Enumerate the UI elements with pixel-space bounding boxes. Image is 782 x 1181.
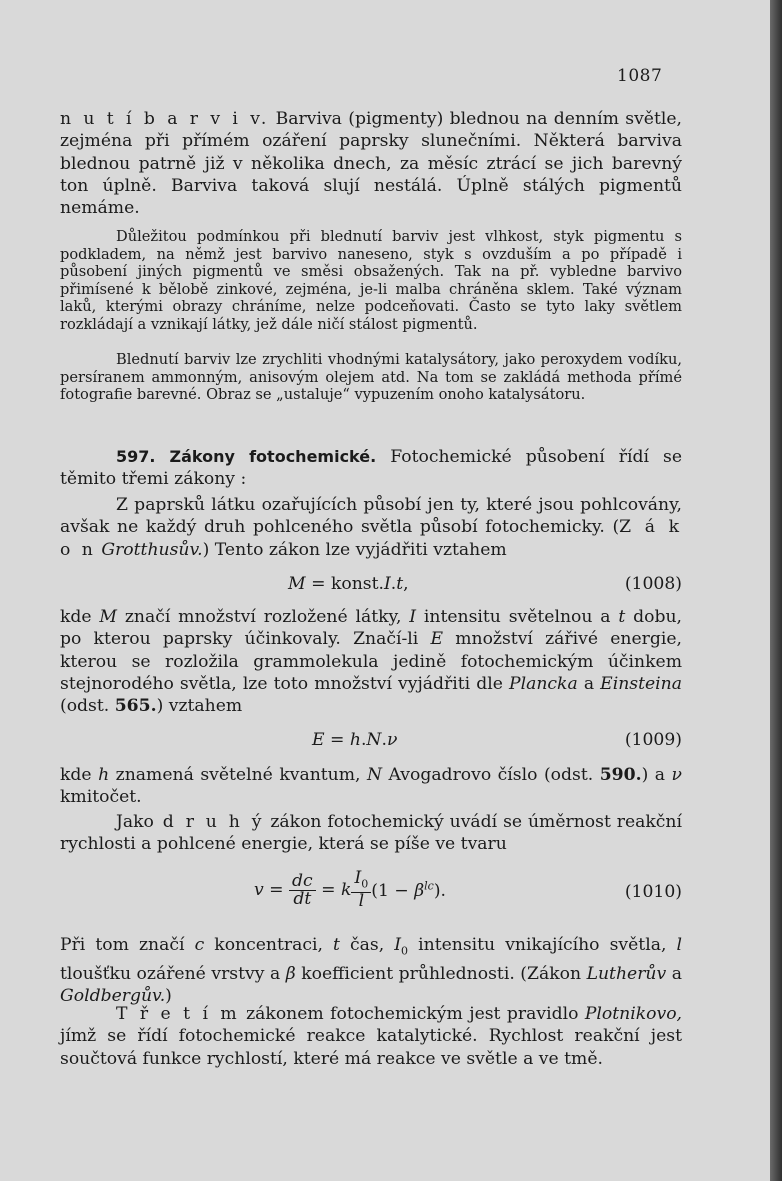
- plotnikov-name: Plotnikovo,: [584, 1004, 683, 1024]
- spaced-word: T ř e t í m: [116, 1004, 240, 1024]
- section-title: Zákony fotochemické.: [169, 447, 377, 466]
- paragraph-catalysts: Blednutí barviv lze zrychliti vhodnými katalysátory, jako peroxydem vodíku, persíranem ammonným, anisovým olejem atd. Na tom se zakládá methoda přímé fotografie barevné. Obraz se „ustaluje“ vypuzením onoho katalysátoru.: [60, 351, 682, 404]
- paragraph-definitions-1008: kde M značí množství rozložené látky, I intensitu světelnou a t dobu, po kterou paprsky účinkovaly. Značí-li E množství zářivé energie, kterou se rozložila grammolekula jedině fotochemickým účinkem stejnorodého světla, lze toto množství vyjádřiti dle Plancka a Einsteina (odst. 565.) vztahem: [60, 607, 683, 717]
- goldberg-name: Goldbergův.: [60, 986, 166, 1007]
- spaced-lead: n u t í b a r v i v.: [60, 109, 270, 129]
- planck-name: Plancka: [509, 673, 578, 694]
- law-word: Z á k o n: [60, 517, 682, 560]
- paragraph-definitions-1010: Při tom značí c koncentraci, t čas, $I_0$ intensitu vnikajícího světla, l tloušťku ozářené vrstvy a β koefficient průhlednosti. (Zákon Lutherův a Goldbergův.): [60, 935, 682, 1007]
- equation-1009: E = h.N.ν (1009): [312, 730, 682, 750]
- paragraph-third-law: T ř e t í m zákonem fotochemickým jest pravidlo Plotnikovo, jímž se řídí fotochemické reakce katalytické. Rychlost reakční jest součtová funkce rychlostí, které má reakce ve světle a ve tmě.: [60, 1004, 683, 1069]
- section-number: 597.: [116, 447, 156, 466]
- equation-number: (1008): [624, 574, 682, 594]
- paragraph-second-law: Jako d r u h ý zákon fotochemický uvádí se úměrnost reakční rychlosti a pohlcené energie, která se píše ve tvaru: [60, 812, 682, 855]
- paragraph-first-law: Z paprsků látku ozařujících působí jen ty, které jsou pohlcovány, avšak ne každý druh pohlceného světla působí fotochemicky. (Z á k o n Grotthusův.) Tento zákon lze vyjádřiti vztahem: [60, 495, 682, 560]
- luther-name: Lutherův: [586, 963, 667, 984]
- einstein-name: Einsteina: [600, 673, 682, 694]
- paragraph-definitions-1009: kde h znamená světelné kvantum, N Avogadrovo číslo (odst. 590.) a ν kmitočet.: [60, 765, 682, 808]
- equation-number: (1010): [624, 882, 682, 902]
- page-edge-shadow: [770, 0, 782, 1181]
- page-number: 1087: [617, 66, 663, 86]
- equation-number: (1009): [624, 730, 682, 750]
- paragraph-fading-intro: n u t í b a r v i v. Barviva (pigmenty) blednou na denním světle, zejména při přímém ozáření paprsky slunečními. Některá barviva blednou patrně již v několika dnech, za měsíc ztrácí se jich barevný ton úplně. Barviva taková slují nestálá. Úplně stálých pigmentů nemáme.: [60, 109, 682, 219]
- paragraph-fading-conditions: Důležitou podmínkou při blednutí barviv jest vlhkost, styk pigmentu s podkladem, na němž jest barvivo naneseno, styk s ovzduším a po případě i působení jiných pigmentů ve směsi obsažených. Tak na př. vybledne barvivo přimísené k bělobě zinkové, zejména, je-li malba chráněna sklem. Také význam laků, kterými obrazy chráníme, nelze podceňovati. Často se tyto laky světlem rozkládají a vznikají látky, jež dále ničí stálost pigmentů.: [60, 228, 682, 333]
- equation-1008: M = konst.I.t, (1008): [288, 574, 682, 594]
- spaced-word: d r u h ý: [153, 812, 265, 832]
- equation-1010: v = $\frac{dc}{dt}$ = k $\frac{I_0}{l}$ $(1 - \beta^{lc})$. (1010): [254, 868, 682, 912]
- section-heading-597: 597. Zákony fotochemické. Fotochemické působení řídí se těmito třemi zákony :: [60, 447, 683, 490]
- grotthus-name: Grotthusův.: [95, 539, 203, 560]
